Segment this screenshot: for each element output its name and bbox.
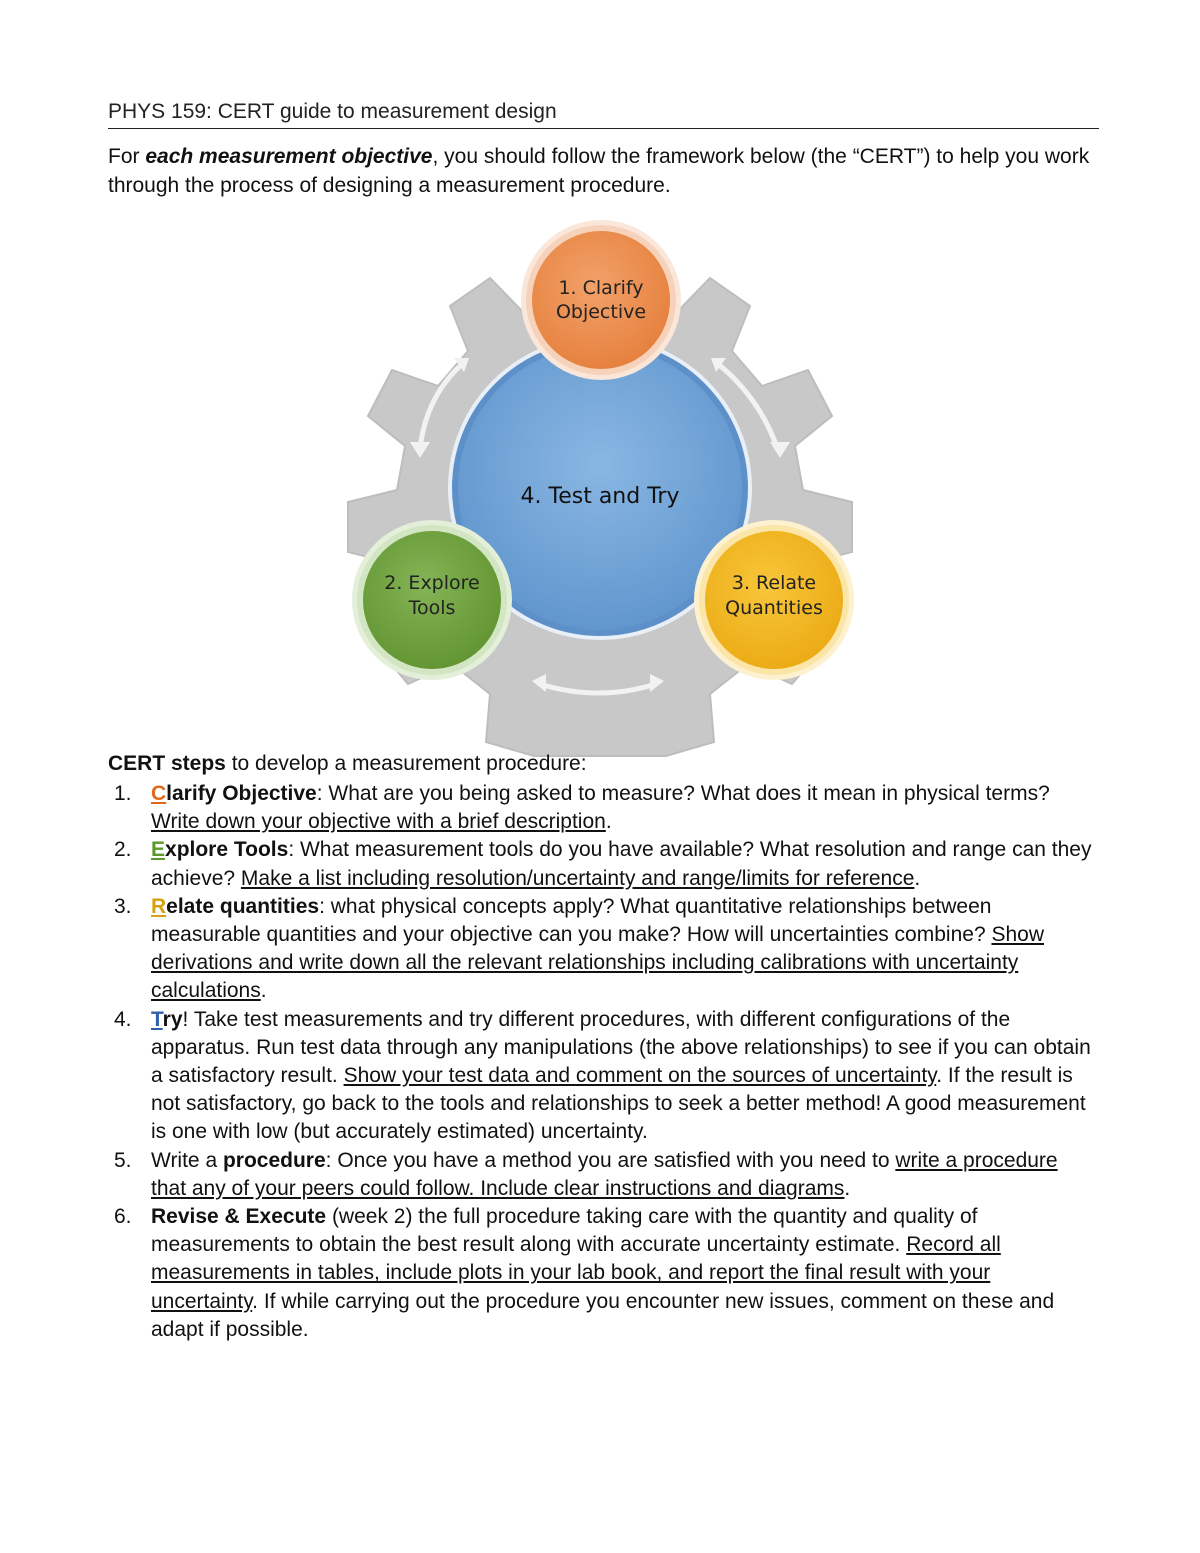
step-title: xplore Tools <box>165 838 289 862</box>
step-instruction: Show derivations and write down all the relevant relationships including calibrations with uncertainty calculations <box>151 923 1044 1003</box>
clarify-objective-node <box>529 228 673 372</box>
center-label: 4. Test and Try <box>520 484 680 509</box>
steps-heading-rest: to develop a measurement procedure: <box>225 752 587 775</box>
step-tail: . If while carrying out the procedure you encounter new issues, comment on these and adapt if possible. <box>151 1289 1055 1341</box>
step-title: larify Objective <box>166 782 317 805</box>
step-item-revise <box>108 1203 1098 1344</box>
step-instruction: Show your test data and comment on the sources of uncertainty <box>343 1064 937 1088</box>
step-text: : What are you being asked to measure? What does it mean in physical terms? <box>316 782 1050 805</box>
step-initial: C <box>151 782 167 805</box>
header-rule <box>108 128 1099 129</box>
steps-heading-bold: CERT steps <box>108 752 226 775</box>
step-title: elate quantities <box>166 894 320 918</box>
step-item-procedure <box>108 1147 1098 1203</box>
step-text: ! Take test measurements and try different procedures, with different configurations of the apparatus. Run test data through any manipulations (the above relationships) to see if you can obtain a satisfactory result. <box>151 1007 1091 1088</box>
step-tail: . <box>260 979 267 1003</box>
step-tail: . <box>844 1176 851 1200</box>
clarify-line1: 1. Clarify <box>558 277 644 299</box>
step-number: 5. <box>114 1148 132 1172</box>
step-number: 3. <box>114 894 132 918</box>
step-item-try <box>108 1006 1098 1147</box>
step-initial: T <box>151 1007 163 1031</box>
intro-paragraph <box>108 142 1098 200</box>
step-tail: . <box>605 810 612 834</box>
page-title: PHYS 159: CERT guide to measurement design <box>108 100 557 123</box>
step-pre: Write a <box>151 1148 223 1172</box>
intro-rest: , you should follow the framework below (the “CERT”) to help you work through the process of designing a measurement procedure. <box>108 145 1090 197</box>
step-item-relate <box>108 893 1098 1006</box>
steps-list <box>108 780 1098 1344</box>
clarify-line2: Objective <box>555 301 647 323</box>
step-item-explore <box>108 836 1098 892</box>
step-title: ry <box>162 1007 183 1031</box>
step-text: : what physical concepts apply? What quantitative relationships between measurable quantities and your objective can you make? How will uncertainties combine? <box>151 894 992 947</box>
step-initial: R <box>151 894 167 918</box>
step-tail: . If the result is not satisfactory, go back to the tools and relationships to seek a better method! A good measurement is one with low (but accurately estimated) uncertainty. <box>151 1064 1086 1144</box>
step-instruction: write a procedure that any of your peers could follow. Include clear instructions and diagrams <box>151 1148 1058 1200</box>
step-number: 6. <box>114 1205 132 1229</box>
step-text: : Once you have a method you are satisfied with you need to <box>325 1148 896 1172</box>
relate-line1: 3. Relate <box>731 572 817 594</box>
intro-emphasis: each measurement objective <box>145 145 433 168</box>
step-number: 2. <box>114 838 132 862</box>
step-number: 4. <box>114 1007 132 1031</box>
cert-cycle-diagram <box>330 218 870 758</box>
step-initial: E <box>151 838 166 862</box>
step-text: (week 2) the full procedure taking care with the quantity and quality of measurements to obtain the best result along with accurate uncertainty estimate. <box>151 1205 978 1257</box>
step-instruction: Write down your objective with a brief description <box>151 810 606 834</box>
relate-line2: Quantities <box>725 597 823 619</box>
step-tail: . <box>914 866 921 890</box>
explore-line1: 2. Explore <box>384 572 480 594</box>
step-instruction: Record all measurements in tables, include plots in your lab book, and report the final result with your uncertainty <box>151 1233 1001 1313</box>
intro-prefix: For <box>108 145 146 168</box>
explore-line2: Tools <box>408 597 456 619</box>
step-item-clarify <box>108 780 1098 836</box>
step-title: procedure <box>222 1148 326 1172</box>
step-number: 1. <box>114 782 132 805</box>
step-text: : What measurement tools do you have available? What resolution and range can they achieve? <box>151 838 1092 890</box>
step-instruction: Make a list including resolution/uncertainty and range/limits for reference <box>240 866 915 890</box>
steps-heading <box>108 752 587 776</box>
step-title: Revise & Execute <box>151 1205 327 1229</box>
